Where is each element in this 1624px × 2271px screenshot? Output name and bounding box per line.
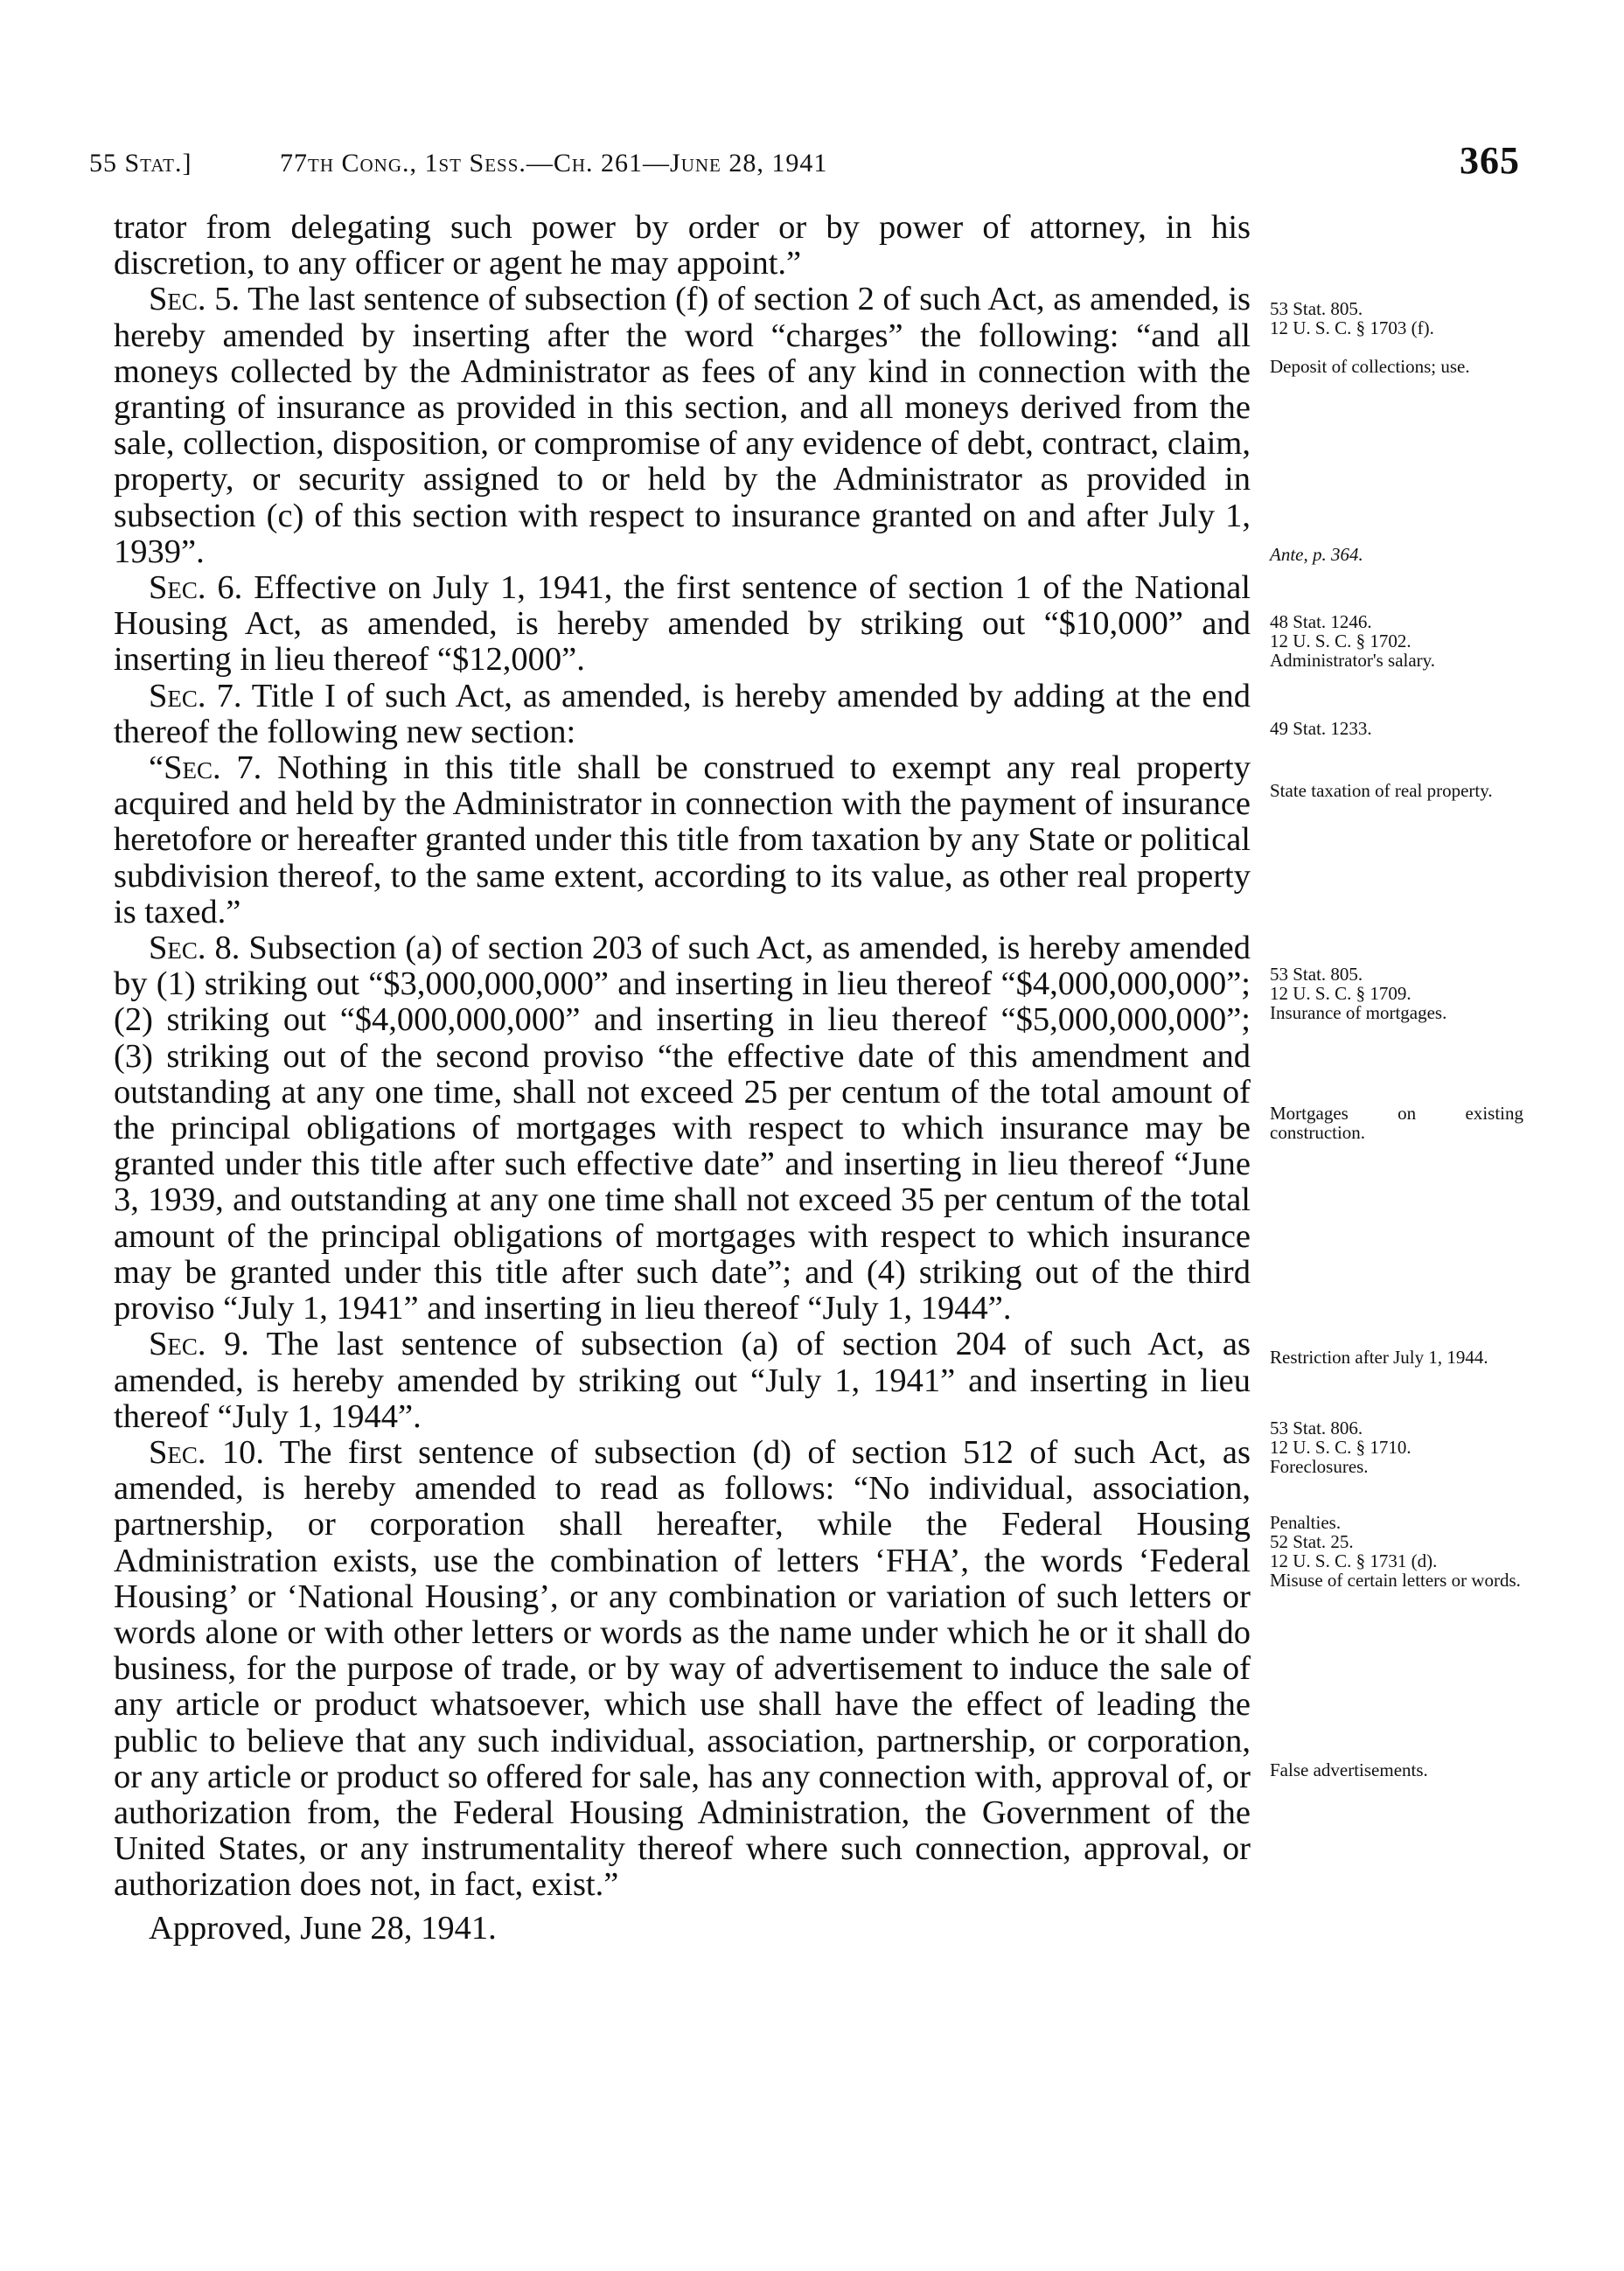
section-text: Subsection (a) of section 203 of such Act, as amended, is hereby amended by (1) striking out “$3,000,000,000” and inserting in lieu thereof “$4,000,000,000”; (2) striking out “$4,000,000,000” and inserting in lieu thereof “$5,000,000,000”; (3) striking out of the second proviso “the effective date of this amendment and outstanding at any one time, shall not exceed 25 per centum of the total amount of the principal obligations of mortgages with respect to which insurance may be granted under this title after such effective date” and inserting in lieu thereof “June 3, 1939, and outstanding at any one time shall not exceed 35 per centum of the total amount of the principal obligations of mortgages with respect to which insurance may be granted under this title after such date”; and (4) striking out of the third proviso “July 1, 1941” and inserting in lieu thereof “July 1, 1944”. <box>114 930 1251 1327</box>
section-7 <box>114 679 1251 750</box>
section-label: “Sec. 7. <box>149 749 262 787</box>
section-text: The last sentence of subsection (f) of section 2 of such Act, as amended, is hereby amended by inserting after the word “charges” the following: “and all moneys collected by the Administrator as fees of any kind in connection with the granting of insurance as provided in this section, and all moneys derived from the sale, collection, disposition, or compromise of any evidence of debt, contract, claim, property, or security assigned to or held by the Administrator as provided in subsection (c) of this section with respect to insurance granted on and after July 1, 1939”. <box>114 281 1251 570</box>
section-6 <box>114 570 1251 679</box>
statute-volume: 55 Stat.] <box>89 149 192 178</box>
margin-note-sec8 <box>1270 965 1523 1022</box>
margin-note-existing-construction <box>1270 1104 1523 1142</box>
code-citation: 12 U. S. C. § 1731 (d). <box>1270 1550 1438 1571</box>
margin-note-sec7 <box>1270 719 1523 738</box>
statute-citation: 49 Stat. 1233. <box>1270 718 1372 739</box>
section-text: The last sentence of subsection (a) of section 204 of such Act, as amended, is hereby amended by striking out “July 1, 1941” and inserting in lieu thereof “July 1, 1944”. <box>114 1326 1251 1435</box>
section-9 <box>114 1327 1251 1435</box>
margin-note-ante <box>1270 545 1523 564</box>
note-label: Insurance of mortgages. <box>1270 1002 1447 1023</box>
section-label: Sec. 9. <box>149 1326 249 1363</box>
section-label: Sec. 7. <box>149 677 242 714</box>
margin-note-sec5 <box>1270 299 1523 376</box>
section-label: Sec. 6. <box>149 569 243 607</box>
margin-note-sec10 <box>1270 1513 1523 1590</box>
code-citation: 12 U. S. C. § 1710. <box>1270 1437 1411 1458</box>
section-label: Sec. 8. <box>149 930 240 967</box>
approval-text: Approved, June 28, 1941. <box>149 1909 497 1947</box>
note-label: Restriction after July 1, 1944. <box>1270 1347 1488 1368</box>
margin-note-sec6 <box>1270 612 1523 670</box>
section-7-quoted <box>114 750 1251 930</box>
statute-citation: 53 Stat. 805. <box>1270 298 1363 319</box>
code-citation: 12 U. S. C. § 1703 (f). <box>1270 317 1434 338</box>
session-chapter-line: 77th Cong., 1st Sess.—Ch. 261—June 28, 1941 <box>280 149 828 178</box>
note-label: Deposit of collections; use. <box>1270 356 1470 377</box>
code-citation: 12 U. S. C. § 1709. <box>1270 983 1411 1004</box>
section-label: Sec. 5. <box>149 281 240 318</box>
approval-line <box>114 1911 1251 1947</box>
section-8 <box>114 930 1251 1327</box>
statute-citation: 48 Stat. 1246. <box>1270 611 1372 632</box>
statute-citation: 52 Stat. 25. <box>1270 1531 1354 1552</box>
note-label: False advertisements. <box>1270 1759 1428 1780</box>
section-text: Title I of such Act, as amended, is hereby amended by adding at the end thereof the following new section: <box>114 677 1251 750</box>
continuation-text: trator from delegating such power by order or by power of attorney, in his discretion, to any officer or agent he may appoint.” <box>114 209 1251 282</box>
section-10 <box>114 1435 1251 1904</box>
note-label: State taxation of real property. <box>1270 780 1493 801</box>
margin-note-false-advertisements <box>1270 1760 1523 1780</box>
margin-note-state-taxation <box>1270 781 1523 800</box>
note-label: Administrator's salary. <box>1270 650 1436 671</box>
note-label: Misuse of certain letters or words. <box>1270 1570 1521 1591</box>
cross-reference: Ante, p. 364. <box>1270 544 1363 565</box>
note-label: Penalties. <box>1270 1512 1342 1533</box>
section-label: Sec. 10. <box>149 1433 264 1471</box>
statute-citation: 53 Stat. 805. <box>1270 964 1363 985</box>
margin-note-restriction <box>1270 1348 1523 1367</box>
page-header <box>89 138 1520 187</box>
section-text: Nothing in this title shall be construed to exempt any real property acquired and held by the Administrator in connection with the payment of insurance heretofore or hereafter granted under this title from taxation by any State or political subdivision thereof, to the same extent, according to its value, as other real property is taxed.” <box>114 749 1251 930</box>
margin-note-sec9 <box>1270 1418 1523 1476</box>
note-label: Foreclosures. <box>1270 1456 1369 1477</box>
section-text: Effective on July 1, 1941, the first sentence of section 1 of the National Housing Act, as amended, is hereby amended by striking out “$10,000” and inserting in lieu thereof “$12,000”. <box>114 569 1251 679</box>
statute-citation: 53 Stat. 806. <box>1270 1418 1363 1439</box>
section-5 <box>114 282 1251 570</box>
note-label: Mortgages on existing construction. <box>1270 1103 1523 1143</box>
section-text: The first sentence of subsection (d) of section 512 of such Act, as amended, is hereby amended to read as follows: “No individual, association, partnership, or corporation shall hereafter, while the Federal Housing Administration exists, use the combination of letters ‘FHA’, the words ‘Federal Housing’ or ‘National Housing’, or any combination or variation of such letters or words alone or with other letters or words as the name under which he or it shall do business, for the purpose of trade, or by way of advertisement to induce the sale of any article or product whatsoever, which use shall have the effect of leading the public to believe that any such individual, association, partnership, or corporation, or any article or product so offered for sale, has any connection with, approval of, or authorization from, the Federal Housing Administration, the Government of the United States, or any instrumentality thereof where such connection, approval, or authorization does not, in fact, exist.” <box>114 1433 1251 1904</box>
code-citation: 12 U. S. C. § 1702. <box>1270 630 1411 651</box>
page-number: 365 <box>1460 139 1520 182</box>
statute-text <box>114 210 1251 1947</box>
paragraph-continuation <box>114 210 1251 282</box>
